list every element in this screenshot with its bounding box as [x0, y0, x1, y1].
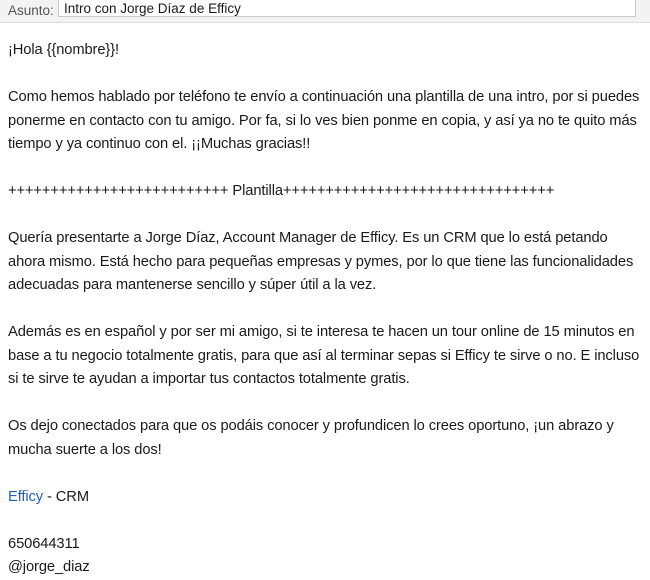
signature-phone: 650644311 — [8, 535, 80, 552]
subject-input[interactable] — [58, 0, 636, 17]
subject-bar — [0, 0, 650, 23]
signature-company-line — [8, 486, 644, 510]
template-divider: ++++++++++++++++++++++++++ Plantilla++++++++++++++++++++++++++++++++ — [8, 183, 555, 199]
signature-company-suffix: - CRM — [43, 488, 89, 505]
email-body[interactable] — [8, 39, 644, 580]
subject-label: Asunto: — [8, 3, 54, 18]
email-intro-paragraph: Como hemos hablado por teléfono te envío a continuación una plantilla de una intro, por si puedes ponerme en contacto con tu amigo. Por fa, si lo ves bien ponme en copia, y así ya no te quito más tiempo y ya continuo con el. ¡¡Muchas gracias!! — [8, 89, 640, 152]
signature-handle: @jorge_diaz — [8, 559, 90, 575]
email-greeting: ¡Hola {{nombre}}! — [8, 42, 119, 58]
efficy-link[interactable]: Efficy — [8, 488, 44, 505]
email-paragraph-3: Os dejo conectados para que os podáis conocer y profundicen lo crees oportuno, ¡un abrazo y mucha suerte a los dos! — [8, 418, 614, 458]
email-paragraph-1: Quería presentarte a Jorge Díaz, Account Manager de Efficy. Es un CRM que lo está petando ahora mismo. Está hecho para pequeñas empresas y pymes, por lo que tiene las funcionalidades adecuadas para mantenerse sencillo y súper útil a la vez. — [8, 230, 634, 293]
email-paragraph-2: Además es en español y por ser mi amigo, si te interesa te hacen un tour online de 15 minutos en base a tu negocio totalmente gratis, para que así al terminar sepas si Efficy te sirve o no. E incluso si te sirve te ayudan a importar tus contactos totalmente gratis. — [8, 324, 640, 387]
